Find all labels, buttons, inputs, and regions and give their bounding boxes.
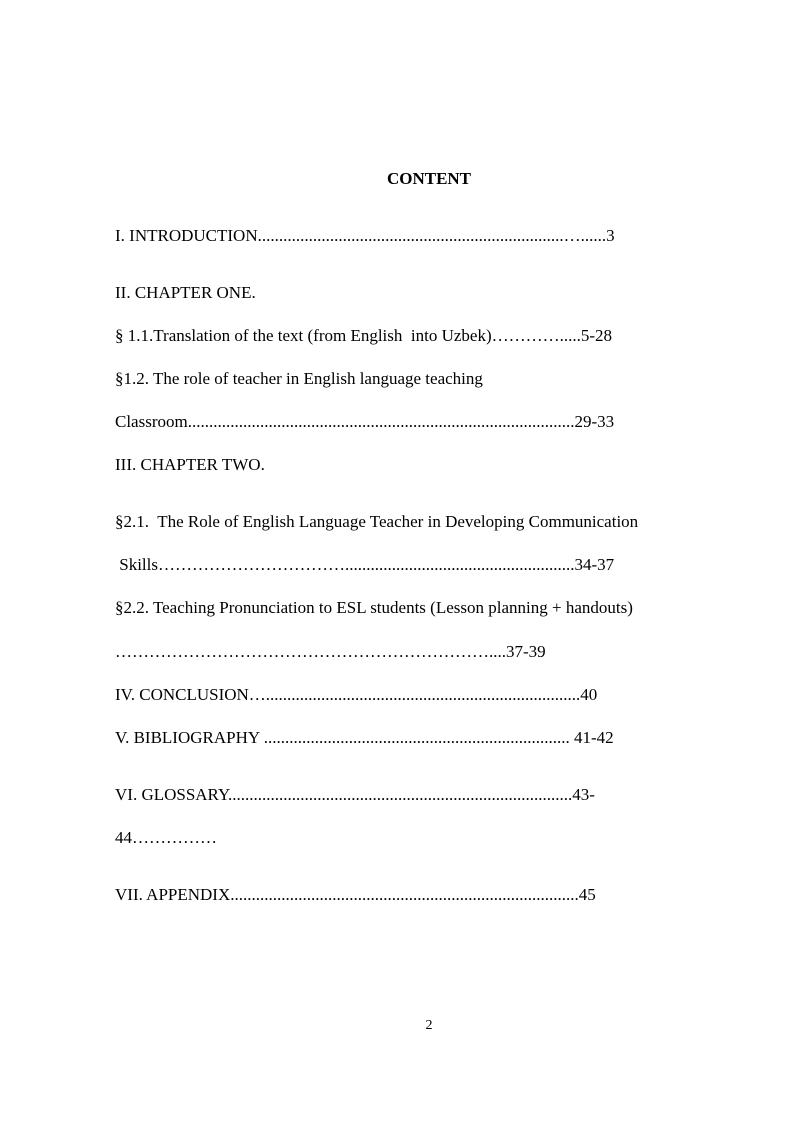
toc-entry-chapter-two: III. CHAPTER TWO. — [115, 455, 265, 474]
toc-entry-bibliography: V. BIBLIOGRAPHY ........................................................................ 41-42 — [115, 728, 614, 747]
toc-entry-section-1-2: §1.2. The role of teacher in English language teaching — [115, 369, 483, 388]
toc-entry-section-1-2-continued: Classroom...........................................................................................29-33 — [115, 412, 615, 431]
page-title: CONTENT — [386, 169, 472, 188]
toc-entry-conclusion: IV. CONCLUSION…..........................................................................40 — [115, 685, 598, 704]
toc-entry-section-2-2: §2.2. Teaching Pronunciation to ESL students (Lesson planning + handouts) — [115, 598, 633, 617]
toc-entry-appendix: VII. APPENDIX..................................................................................45 — [115, 885, 596, 904]
toc-entry-section-1-1: § 1.1.Translation of the text (from English into Uzbek)………….....5-28 — [115, 326, 613, 345]
toc-entry-introduction: I. INTRODUCTION........................................................................…......3 — [115, 226, 615, 245]
toc-entry-section-2-1-continued: Skills……………………………......................................................34-37 — [115, 555, 615, 574]
toc-entry-glossary-continued: 44…………… — [115, 828, 217, 847]
toc-entry-chapter-one: II. CHAPTER ONE. — [115, 283, 256, 302]
toc-entry-section-2-2-continued: …………………………………………………………....37-39 — [115, 642, 546, 661]
page-number: 2 — [425, 1018, 433, 1033]
toc-entry-glossary: VI. GLOSSARY.................................................................................43- — [115, 785, 595, 804]
toc-entry-section-2-1: §2.1. The Role of English Language Teacher in Developing Communication — [115, 512, 639, 531]
